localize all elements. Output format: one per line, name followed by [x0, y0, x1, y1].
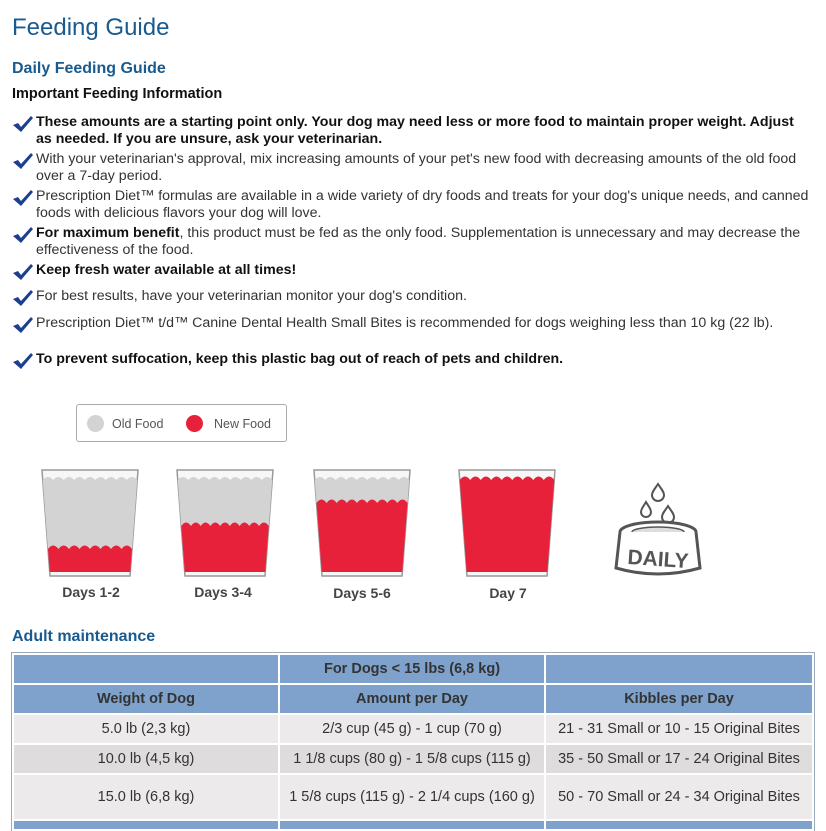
cup-label-days-3-4: Days 3-4 [194, 584, 252, 600]
feeding-table [12, 653, 814, 831]
checkmark-icon [12, 352, 34, 370]
table-cell: 21 - 31 Small or 10 - 15 Original Bites [545, 714, 813, 744]
food-cup [459, 470, 555, 576]
checkmark-icon [12, 316, 34, 334]
list-item: To prevent suffocation, keep this plastic bag out of reach of pets and children. [12, 351, 812, 371]
new-food-label: New Food [214, 417, 271, 431]
new-food-swatch [186, 415, 203, 432]
food-cup [177, 470, 273, 576]
food-cup [314, 470, 410, 576]
table-column-header-row [13, 684, 813, 714]
old-food-fill [315, 477, 409, 572]
table-header-cell [13, 654, 279, 684]
checkmark-icon [12, 189, 34, 207]
table-row [13, 714, 813, 744]
column-header-amount: Amount per Day [279, 684, 545, 714]
cup-outline [42, 470, 138, 576]
checkmark-icon [12, 115, 34, 133]
table-footer-row [13, 820, 813, 830]
daily-icon-text: DAILY [626, 545, 690, 574]
cup-label-day-7: Day 7 [489, 585, 527, 601]
cup-label-days-1-2: Days 1-2 [62, 584, 120, 600]
old-food-fill [178, 477, 272, 572]
new-food-fill [48, 546, 132, 573]
cup-outline [177, 470, 273, 576]
page-title: Feeding Guide [12, 14, 170, 41]
table-group-header: For Dogs < 15 lbs (6,8 kg) [279, 654, 545, 684]
table-group-header-row [13, 654, 813, 684]
checkmark-icon [12, 289, 34, 307]
new-food-fill [181, 523, 269, 573]
table-cell: 50 - 70 Small or 24 - 34 Original Bites [545, 774, 813, 820]
old-food-fill [43, 477, 137, 572]
column-header-weight: Weight of Dog [13, 684, 279, 714]
table-row [13, 744, 813, 774]
important-info-heading: Important Feeding Information [12, 86, 223, 102]
table-cell: 5.0 lb (2,3 kg) [13, 714, 279, 744]
column-header-kibbles: Kibbles per Day [545, 684, 813, 714]
table-header-cell [545, 654, 813, 684]
water-bowl-icon [606, 480, 710, 580]
list-item: Keep fresh water available at all times! [12, 262, 812, 288]
table-cell: 10.0 lb (4,5 kg) [13, 744, 279, 774]
food-legend [76, 404, 287, 442]
checkmark-icon [12, 263, 34, 281]
list-item: For best results, have your veterinarian monitor your dog's condition. [12, 288, 812, 315]
daily-feeding-guide-heading: Daily Feeding Guide [12, 60, 166, 77]
food-cup [42, 470, 138, 576]
old-food-swatch [87, 415, 104, 432]
checkmark-icon [12, 226, 34, 244]
list-item: With your veterinarian's approval, mix increasing amounts of your pet's new food with decreasing amounts of the old food over a 7-day period. [12, 151, 812, 188]
table-cell: 35 - 50 Small or 17 - 24 Original Bites [545, 744, 813, 774]
table-cell: 15.0 lb (6,8 kg) [13, 774, 279, 820]
feeding-info-list [12, 114, 812, 371]
list-item: For maximum benefit, this product must be fed as the only food. Supplementation is unnecessary and may decrease the effectiveness of the food. [12, 225, 812, 262]
cup-label-days-5-6: Days 5-6 [333, 585, 391, 601]
new-food-fill [460, 477, 554, 573]
table-cell: 2/3 cup (45 g) - 1 cup (70 g) [279, 714, 545, 744]
list-item: These amounts are a starting point only. Your dog may need less or more food to maintain proper weight. Adjust as needed. If you are unsure, ask your veterinarian. [12, 114, 812, 151]
checkmark-icon [12, 152, 34, 170]
list-item: Prescription Diet™ formulas are available in a wide variety of dry foods and treats for your dog's unique needs, and canned foods with delicious flavors your dog will love. [12, 188, 812, 225]
cup-outline [459, 470, 555, 576]
list-item: Prescription Diet™ t/d™ Canine Dental Health Small Bites is recommended for dogs weighing less than 10 kg (22 lb). [12, 315, 812, 351]
old-food-label: Old Food [112, 417, 164, 431]
adult-maintenance-heading: Adult maintenance [12, 628, 156, 645]
new-food-fill [316, 500, 407, 573]
table-cell: 1 1/8 cups (80 g) - 1 5/8 cups (115 g) [279, 744, 545, 774]
table-cell: 1 5/8 cups (115 g) - 2 1/4 cups (160 g) [279, 774, 545, 820]
table-row [13, 774, 813, 820]
cup-outline [314, 470, 410, 576]
